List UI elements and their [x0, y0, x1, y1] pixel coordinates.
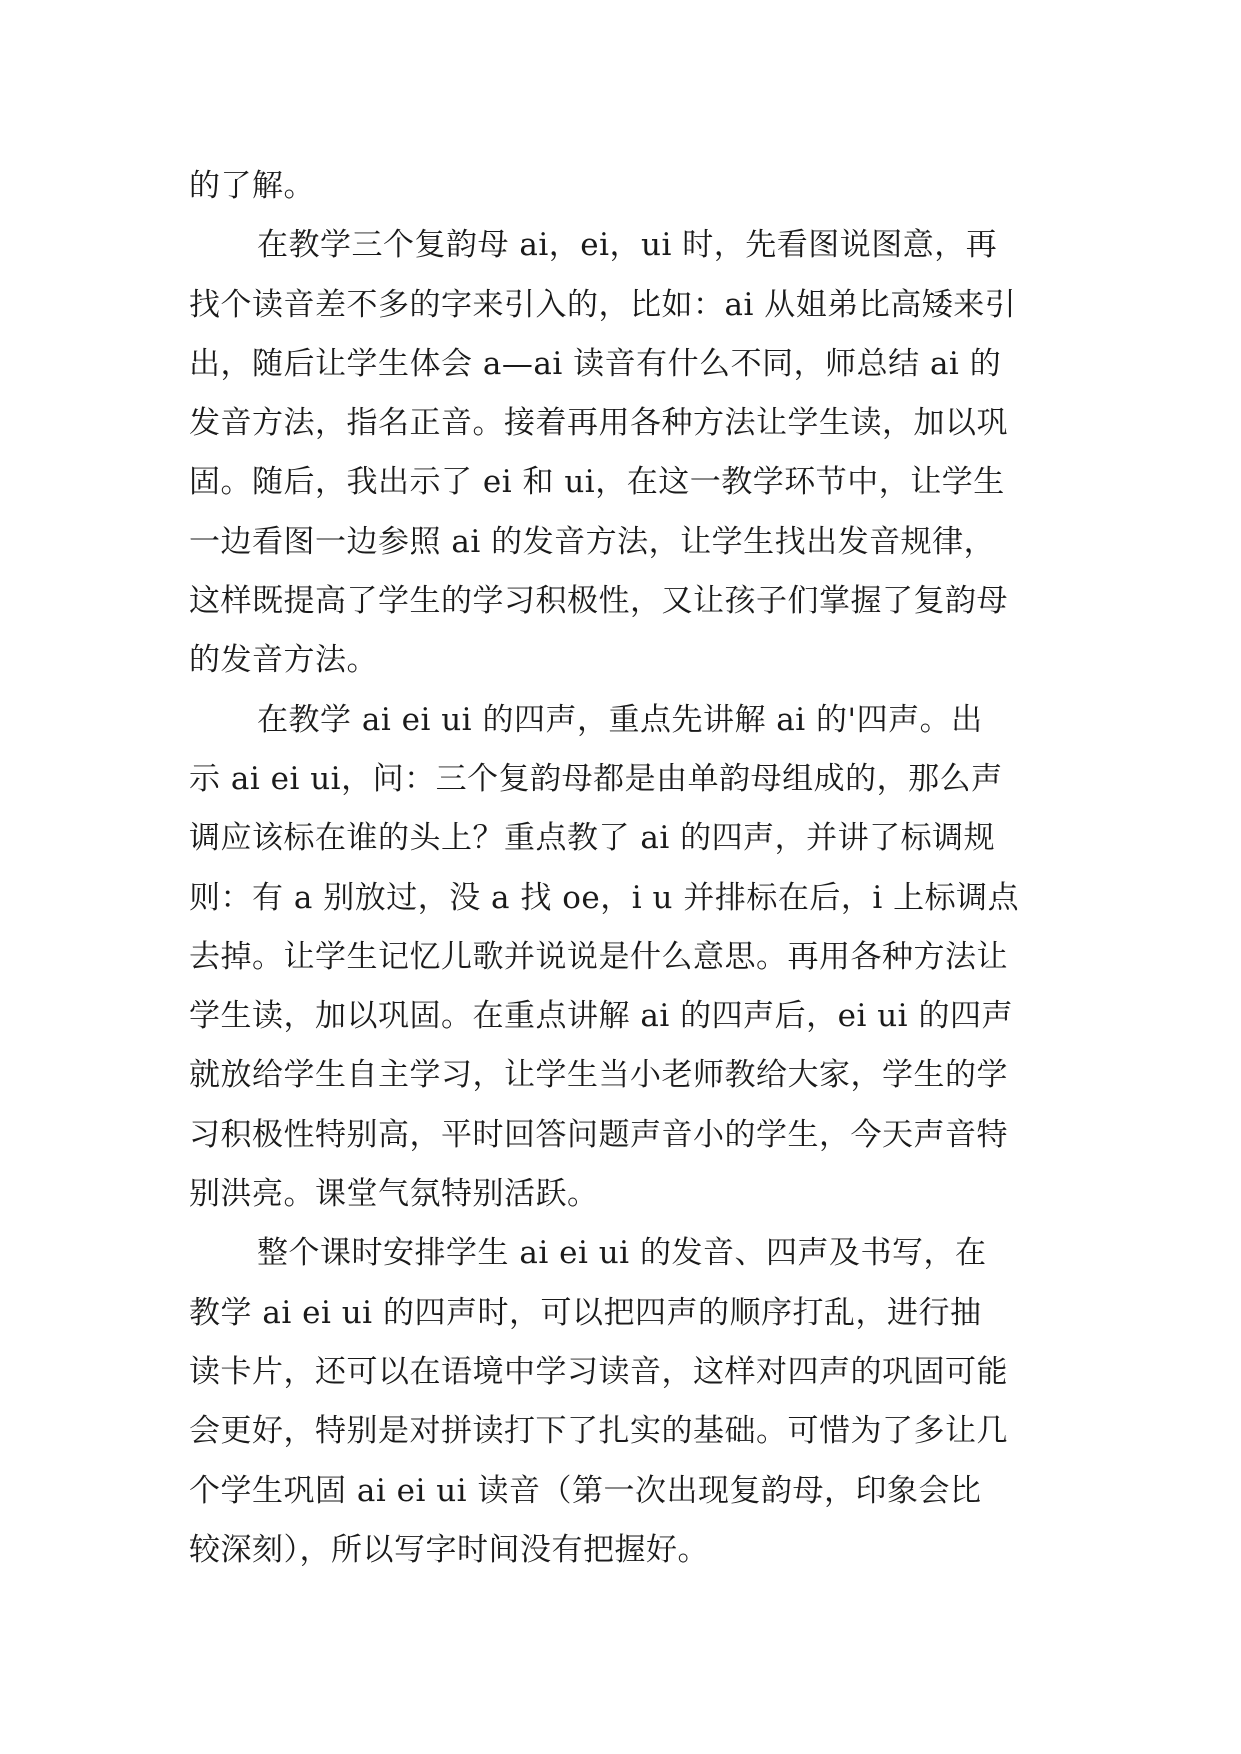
text-line: 会更好，特别是对拼读打下了扎实的基础。可惜为了多让几 [189, 1413, 1008, 1450]
text-line: 在教学三个复韵母 ai，ei，ui 时，先看图说图意，再 [257, 227, 998, 264]
text-line: 固。随后，我出示了 ei 和 ui，在这一教学环节中，让学生 [189, 464, 1005, 501]
paragraph [189, 157, 1059, 216]
text-line: 找个读音差不多的字来引入的，比如：ai 从姐弟比高矮来引 [189, 286, 1017, 323]
text-line: 这样既提高了学生的学习积极性，又让孩子们掌握了复韵母 [189, 583, 1008, 620]
text-line: 习积极性特别高，平时回答问题声音小的学生，今天声音特 [189, 1116, 1008, 1153]
text-line: 别洪亮。课堂气氛特别活跃。 [189, 1176, 599, 1213]
text-line: 读卡片，还可以在语境中学习读音，这样对四声的巩固可能 [189, 1353, 1008, 1390]
document-page [189, 157, 1059, 1580]
text-line: 在教学 ai ei ui 的四声，重点先讲解 ai 的'四声。出 [257, 701, 983, 738]
text-line: 学生读，加以巩固。在重点讲解 ai 的四声后，ei ui 的四声 [189, 998, 1013, 1035]
paragraph [189, 691, 1059, 1225]
text-line: 一边看图一边参照 ai 的发音方法，让学生找出发音规律， [189, 523, 996, 560]
text-line: 出，随后让学生体会 a—ai 读音有什么不同，师总结 ai 的 [189, 345, 1002, 382]
text-line: 的发音方法。 [189, 642, 378, 679]
text-line: 个学生巩固 ai ei ui 读音（第一次出现复韵母，印象会比 [189, 1472, 982, 1509]
text-line: 较深刻），所以写字时间没有把握好。 [189, 1531, 709, 1568]
paragraph [189, 216, 1059, 690]
text-line: 教学 ai ei ui 的四声时，可以把四声的顺序打乱，进行抽 [189, 1294, 982, 1331]
text-line: 的了解。 [189, 168, 315, 204]
text-line: 示 ai ei ui，问：三个复韵母都是由单韵母组成的，那么声 [189, 760, 1003, 797]
text-line: 就放给学生自主学习，让学生当小老师教给大家，学生的学 [189, 1057, 1008, 1094]
text-line: 则：有 a 别放过，没 a 找 oe，i u 并排标在后，i 上标调点 [189, 879, 1020, 916]
text-line: 整个课时安排学生 ai ei ui 的发音、四声及书写，在 [257, 1235, 987, 1272]
text-line: 发音方法，指名正音。接着再用各种方法让学生读，加以巩 [189, 405, 1008, 442]
text-line: 调应该标在谁的头上？重点教了 ai 的四声，并讲了标调规 [189, 820, 996, 857]
text-line: 去掉。让学生记忆儿歌并说说是什么意思。再用各种方法让 [189, 938, 1008, 975]
paragraph [189, 1224, 1059, 1580]
